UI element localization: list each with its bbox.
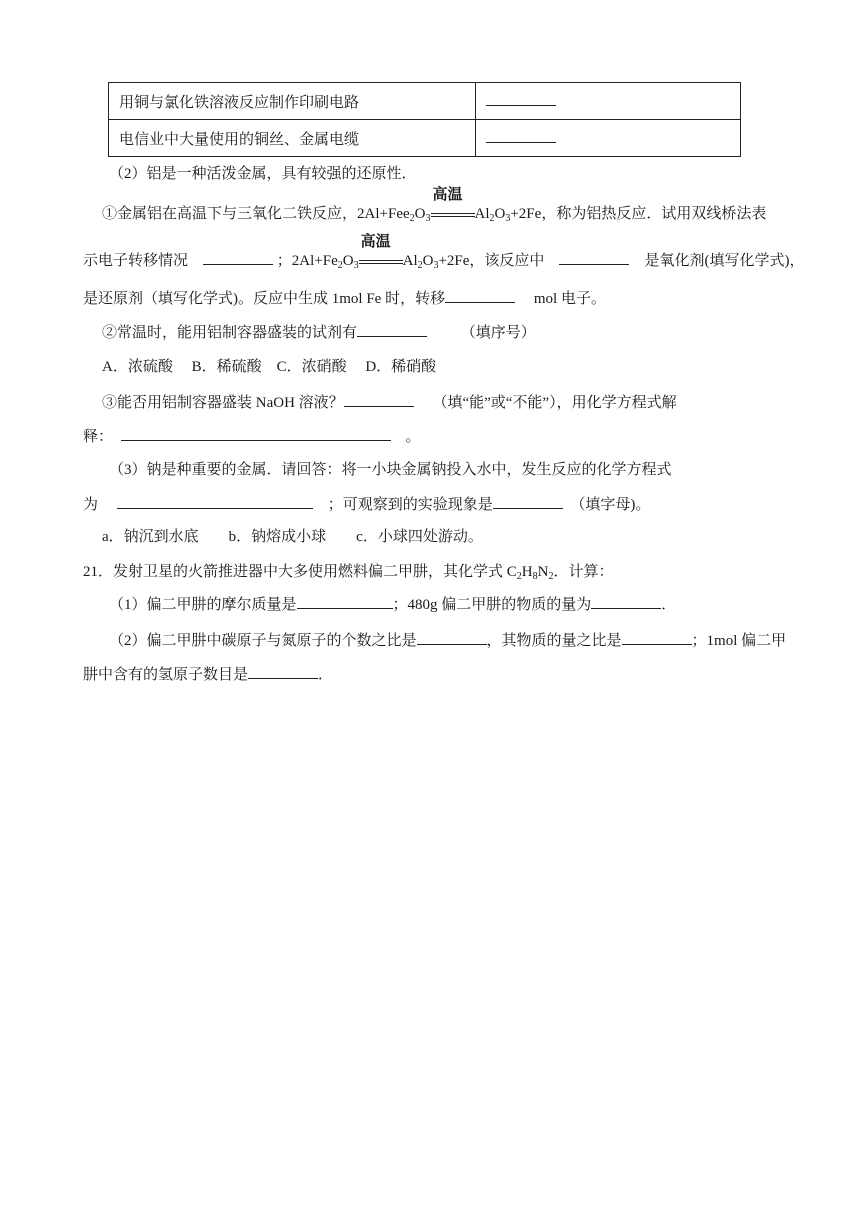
answer-blank[interactable] [203,250,273,265]
answer-blank[interactable] [121,426,391,441]
aluminum-q2-options: A．浓硫酸 B．稀硫酸 C．浓硝酸 D．稀硝酸 [102,359,437,375]
reaction-condition-arrow [359,232,403,265]
table-row [109,83,741,120]
table-cell-answer [476,83,741,120]
q1-text: ①金属铝在高温下与三氧化二铁反应， [102,206,358,222]
aluminum-q3-line2: 释： 。 [83,426,421,447]
answer-blank[interactable] [445,288,515,303]
sodium-intro: （3）钠是种重要的金属．请回答：将一小块金属钠投入水中，发生反应的化学方程式 [109,462,672,478]
aluminum-q1-line3: 是还原剂（填写化学式)。反应中生成 1mol Fe 时，转移 mol 电子。 [83,288,606,309]
answer-blank[interactable] [493,494,563,509]
question-21-part2-line2: 肼中含有的氢原子数目是 ． [83,664,333,685]
aluminum-intro: （2）铝是一种活泼金属，具有较强的还原性． [109,166,417,182]
table-cell-answer [476,120,741,157]
question-21-stem: 21．发射卫星的火箭推进器中大多使用燃料偏二甲肼，其化学式 $C_2H_8N_2$．计算： [83,564,614,582]
aluminum-q1-line2: 示电子转移情况 ；$2Al+Fe_2O_3$ 高温 $Al_2O_3+2Fe$，该反应中 是氧化剂(填写化学式)， [83,232,805,271]
answer-blank[interactable] [622,630,692,645]
equation: $2Al+Fe_2O_3$ 高温 $Al_2O_3+2Fe$ [291,232,470,271]
answer-blank[interactable] [591,594,661,609]
aluminum-q1-line1 [102,185,767,224]
answer-blank[interactable] [417,630,487,645]
answer-blank[interactable] [248,664,318,679]
table-row [109,120,741,157]
question-21-part1: （1）偏二甲肼的摩尔质量是 ；480g 偏二甲肼的物质的量为 ． [109,594,676,615]
table-cell-usage: 用铜与氯化铁溶液反应制作印刷电路 [109,83,476,120]
q1-suffix: ，称为铝热反应．试用双线桥法表 [541,206,767,222]
answer-blank[interactable] [117,494,313,509]
sodium-line2: 为 ；可观察到的实验现象是 （填字母)。 [83,494,650,515]
aluminum-q3: ③能否用铝制容器盛装 NaOH 溶液？ （填“能”或“不能”），用化学方程式解 [102,392,677,413]
answer-blank[interactable] [559,250,629,265]
answer-blank[interactable] [357,322,427,337]
condition-label: 高温 [360,232,391,250]
answer-blank[interactable] [486,128,556,143]
answer-blank[interactable] [297,594,393,609]
condition-label: 高温 [432,185,463,203]
equation: $2Al+Fee_2O_3$ 高温 $Al_2O_3+2Fe$ [357,185,542,224]
answer-blank[interactable] [486,91,556,106]
question-21-part2: （2）偏二甲肼中碳原子与氮原子的个数之比是 ，其物质的量之比是 ；1mol 偏二甲 [109,630,786,651]
aluminum-q2: ②常温时，能用铝制容器盛装的试剂有 （填序号） [102,322,536,343]
reaction-condition-arrow [431,185,475,218]
table-cell-usage: 电信业中大量使用的铜丝、金属电缆 [109,120,476,157]
answer-blank[interactable] [344,392,414,407]
sodium-options: a．钠沉到水底 b．钠熔成小球 c．小球四处游动。 [102,529,483,545]
usage-table [108,82,741,157]
